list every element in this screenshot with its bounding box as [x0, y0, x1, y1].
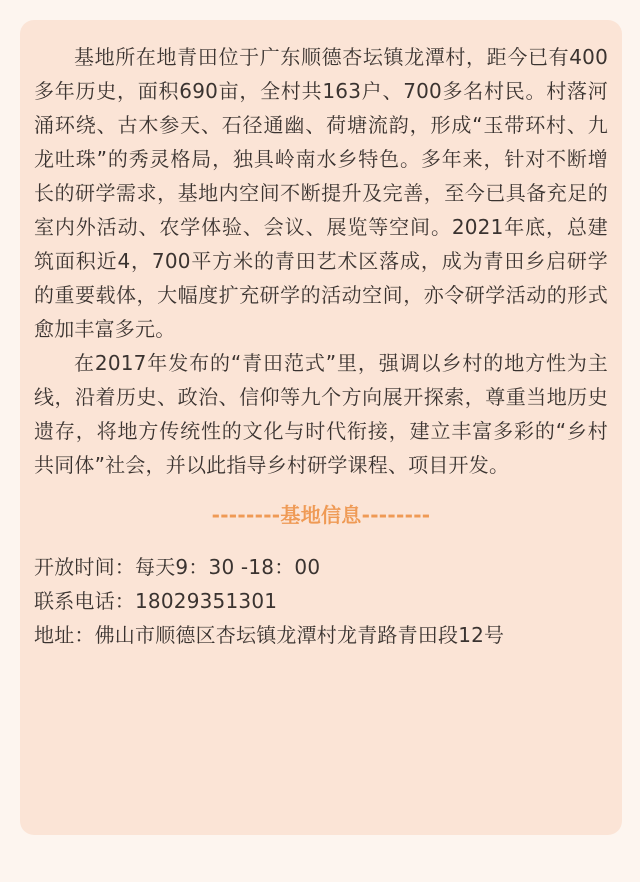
- intro-paragraph-1: 基地所在地青田位于广东顺德杏坛镇龙潭村，距今已有400多年历史，面积690亩，全村共163户、700多名村民。村落河涌环绕、古木参天、石径通幽、荷塘流韵，形成“玉带环村、九龙吐珠”的秀灵格局，独具岭南水乡特色。多年来，针对不断增长的研学需求，基地内空间不断提升及完善，至今已具备充足的室内外活动、农学体验、会议、展览等空间。2021年底，总建筑面积近4，700平方米的青田艺术区落成，成为青田乡启研学的重要载体，大幅度扩充研学的活动空间，亦令研学活动的形式愈加丰富多元。: [34, 45, 608, 341]
- base-info-list: [34, 550, 608, 652]
- opening-hours: 开放时间：每天9：30 -18：00: [34, 555, 321, 579]
- contact-phone: 联系电话：18029351301: [34, 589, 278, 613]
- section-title-base-info: --------基地信息--------: [211, 503, 431, 527]
- page-bottom-margin: [0, 860, 640, 882]
- info-card: [20, 20, 622, 835]
- address: 地址：佛山市顺德区杏坛镇龙潭村龙青路青田段12号: [34, 623, 505, 647]
- intro-paragraph-2: 在2017年发布的“青田范式”里，强调以乡村的地方性为主线，沿着历史、政治、信仰等九个方向展开探索，尊重当地历史遗存，将地方传统性的文化与时代衔接，建立丰富多彩的“乡村共同体”社会，并以此指导乡村研学课程、项目开发。: [34, 351, 608, 477]
